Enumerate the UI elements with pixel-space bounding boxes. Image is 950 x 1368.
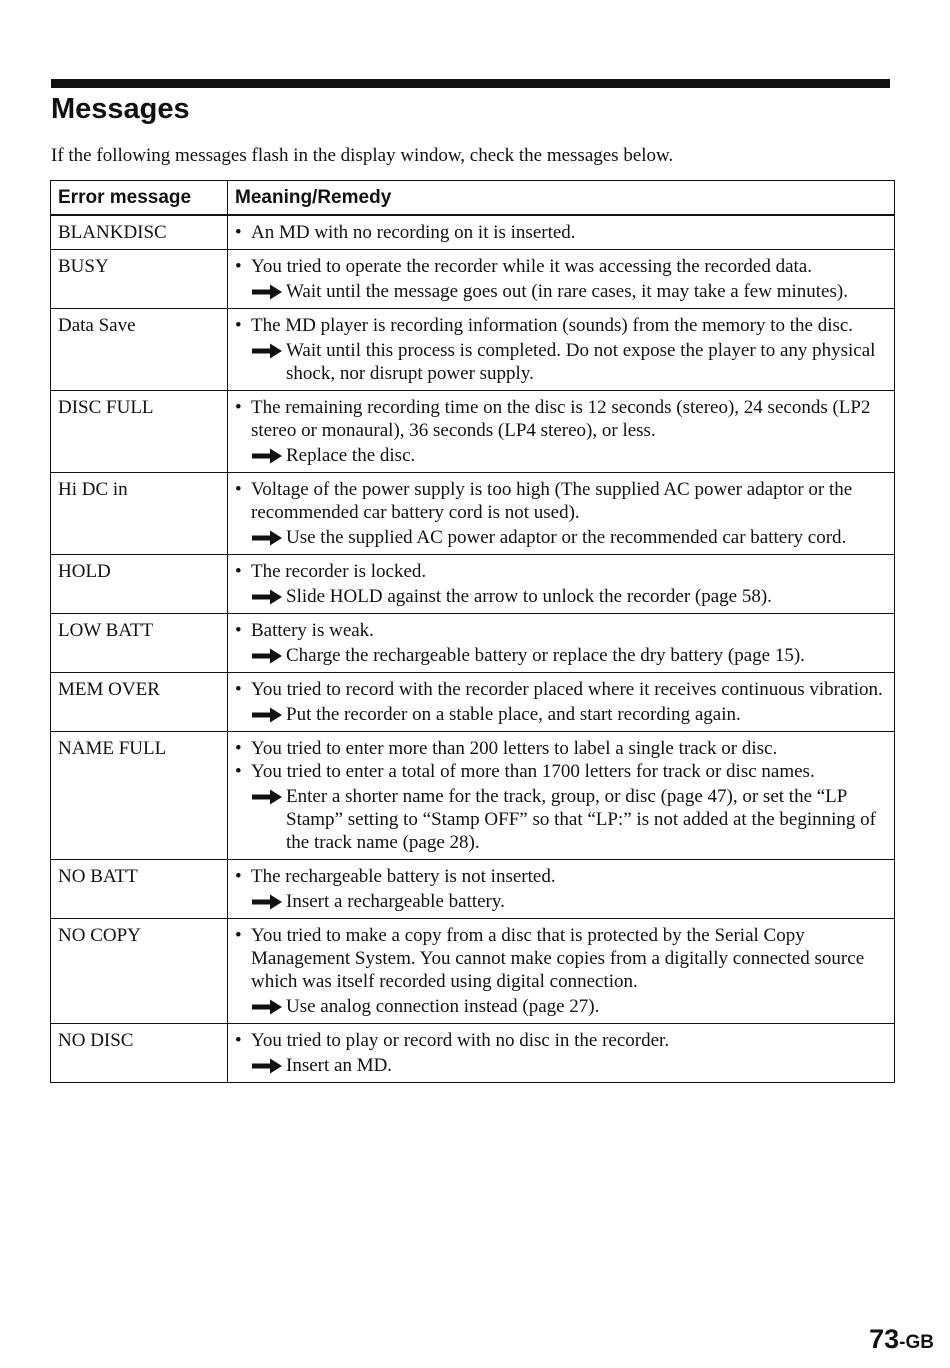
page-number-value: 73 xyxy=(869,1324,900,1354)
meaning-item xyxy=(235,924,887,993)
bullet-icon: • xyxy=(235,925,242,946)
meaning-item xyxy=(235,314,887,337)
meaning-item xyxy=(235,865,887,888)
bullet-icon: • xyxy=(235,315,242,336)
bullet-icon: • xyxy=(235,679,242,700)
meaning-item xyxy=(235,478,887,524)
bullet-icon: • xyxy=(235,866,242,887)
bullet-icon: • xyxy=(235,620,242,641)
remedy-item xyxy=(235,444,887,467)
meaning-remedy-cell xyxy=(228,614,895,673)
remedy-item xyxy=(235,703,887,726)
table-row xyxy=(51,250,895,309)
meaning-remedy-cell xyxy=(228,1024,895,1083)
remedy-text: Wait until this process is completed. Do not expose the player to any physical shock, nor disrupt power supply. xyxy=(286,340,876,384)
remedy-item xyxy=(235,785,887,854)
arrow-right-icon xyxy=(251,1058,283,1074)
meaning-item xyxy=(235,255,887,278)
heading-rule xyxy=(51,79,890,88)
error-message-cell: Hi DC in xyxy=(51,473,228,555)
remedy-item xyxy=(235,280,887,303)
remedy-text: Use the supplied AC power adaptor or the recommended car battery cord. xyxy=(286,527,847,548)
page-title: Messages xyxy=(51,93,190,125)
meaning-text: Voltage of the power supply is too high (The supplied AC power adaptor or the recommended car battery cord is not used). xyxy=(251,479,853,523)
meaning-remedy-cell xyxy=(228,919,895,1024)
meaning-item xyxy=(235,1029,887,1052)
table-row xyxy=(51,614,895,673)
meaning-remedy-cell xyxy=(228,309,895,391)
table-header-row xyxy=(51,181,895,216)
arrow-right-icon xyxy=(251,894,283,910)
arrow-right-icon xyxy=(251,343,283,359)
table-row xyxy=(51,919,895,1024)
error-message-cell: NO COPY xyxy=(51,919,228,1024)
remedy-text: Wait until the message goes out (in rare cases, it may take a few minutes). xyxy=(286,281,848,302)
table-row xyxy=(51,673,895,732)
remedy-text: Slide HOLD against the arrow to unlock the recorder (page 58). xyxy=(286,586,772,607)
column-header-meaning-remedy: Meaning/Remedy xyxy=(228,181,895,216)
meaning-item xyxy=(235,760,887,783)
meaning-text: Battery is weak. xyxy=(251,620,374,641)
remedy-text: Insert a rechargeable battery. xyxy=(286,891,505,912)
arrow-right-icon xyxy=(251,789,283,805)
meaning-item xyxy=(235,560,887,583)
arrow-right-icon xyxy=(251,589,283,605)
error-message-cell: DISC FULL xyxy=(51,391,228,473)
remedy-text: Enter a shorter name for the track, group, or disc (page 47), or set the “LP Stamp” setting to “Stamp OFF” so that “LP:” is not added at the beginning of the track name (page 28). xyxy=(286,786,876,853)
meaning-text: You tried to play or record with no disc in the recorder. xyxy=(251,1030,670,1051)
remedy-item xyxy=(235,339,887,385)
meaning-text: You tried to enter a total of more than 1700 letters for track or disc names. xyxy=(251,761,815,782)
error-message-cell: LOW BATT xyxy=(51,614,228,673)
remedy-text: Charge the rechargeable battery or replace the dry battery (page 15). xyxy=(286,645,805,666)
remedy-item xyxy=(235,995,887,1018)
meaning-text: The recorder is locked. xyxy=(251,561,427,582)
arrow-right-icon xyxy=(251,284,283,300)
arrow-right-icon xyxy=(251,707,283,723)
meaning-item xyxy=(235,737,887,760)
meaning-remedy-cell xyxy=(228,673,895,732)
table-row xyxy=(51,555,895,614)
intro-text: If the following messages flash in the display window, check the messages below. xyxy=(51,145,674,166)
page-number xyxy=(869,1323,934,1359)
error-message-cell: BUSY xyxy=(51,250,228,309)
meaning-text: An MD with no recording on it is inserted. xyxy=(251,222,576,243)
remedy-item xyxy=(235,1054,887,1077)
table-row xyxy=(51,860,895,919)
meaning-text: You tried to record with the recorder placed where it receives continuous vibration. xyxy=(251,679,883,700)
messages-table xyxy=(50,180,895,1083)
error-message-cell: MEM OVER xyxy=(51,673,228,732)
arrow-right-icon xyxy=(251,530,283,546)
bullet-icon: • xyxy=(235,222,242,243)
arrow-right-icon xyxy=(251,648,283,664)
remedy-item xyxy=(235,890,887,913)
meaning-text: You tried to enter more than 200 letters to label a single track or disc. xyxy=(251,738,778,759)
error-message-cell: BLANKDISC xyxy=(51,215,228,250)
bullet-icon: • xyxy=(235,256,242,277)
meaning-text: You tried to make a copy from a disc that is protected by the Serial Copy Management System. You cannot make copies from a digitally connected source which was itself recorded using digital connection. xyxy=(251,925,865,992)
table-row xyxy=(51,473,895,555)
meaning-item xyxy=(235,221,887,244)
meaning-remedy-cell xyxy=(228,555,895,614)
meaning-text: The MD player is recording information (sounds) from the memory to the disc. xyxy=(251,315,854,336)
bullet-icon: • xyxy=(235,738,242,759)
error-message-cell: NAME FULL xyxy=(51,732,228,860)
bullet-icon: • xyxy=(235,561,242,582)
meaning-item xyxy=(235,396,887,442)
meaning-text: The rechargeable battery is not inserted. xyxy=(251,866,556,887)
meaning-remedy-cell xyxy=(228,860,895,919)
table-row xyxy=(51,309,895,391)
bullet-icon: • xyxy=(235,1030,242,1051)
remedy-text: Put the recorder on a stable place, and start recording again. xyxy=(286,704,741,725)
remedy-text: Use analog connection instead (page 27). xyxy=(286,996,600,1017)
page-number-suffix: -GB xyxy=(899,1332,934,1353)
table-row xyxy=(51,215,895,250)
error-message-cell: HOLD xyxy=(51,555,228,614)
bullet-icon: • xyxy=(235,479,242,500)
meaning-item xyxy=(235,678,887,701)
error-message-cell: NO BATT xyxy=(51,860,228,919)
bullet-icon: • xyxy=(235,397,242,418)
meaning-item xyxy=(235,619,887,642)
meaning-remedy-cell xyxy=(228,215,895,250)
table-row xyxy=(51,1024,895,1083)
remedy-item xyxy=(235,585,887,608)
remedy-item xyxy=(235,526,887,549)
meaning-remedy-cell xyxy=(228,250,895,309)
meaning-text: You tried to operate the recorder while it was accessing the recorded data. xyxy=(251,256,812,277)
table-row xyxy=(51,732,895,860)
arrow-right-icon xyxy=(251,448,283,464)
arrow-right-icon xyxy=(251,999,283,1015)
table-row xyxy=(51,391,895,473)
column-header-error-message: Error message xyxy=(51,181,228,216)
remedy-text: Insert an MD. xyxy=(286,1055,393,1076)
meaning-text: The remaining recording time on the disc is 12 seconds (stereo), 24 seconds (LP2 stereo or monaural), 36 seconds (LP4 stereo), or less. xyxy=(251,397,871,441)
bullet-icon: • xyxy=(235,761,242,782)
error-message-cell: NO DISC xyxy=(51,1024,228,1083)
error-message-cell: Data Save xyxy=(51,309,228,391)
meaning-remedy-cell xyxy=(228,473,895,555)
remedy-text: Replace the disc. xyxy=(286,445,416,466)
meaning-remedy-cell xyxy=(228,732,895,860)
meaning-remedy-cell xyxy=(228,391,895,473)
remedy-item xyxy=(235,644,887,667)
